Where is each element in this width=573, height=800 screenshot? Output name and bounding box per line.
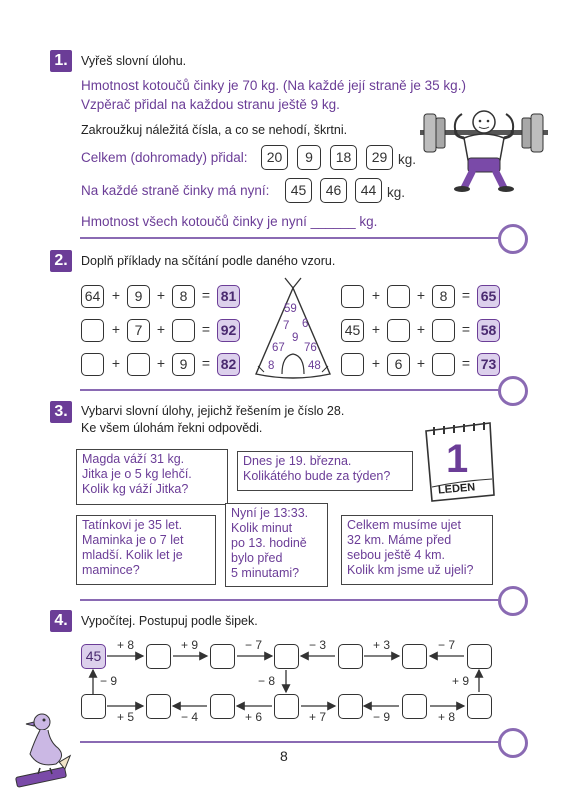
teepee-number: 76 bbox=[304, 342, 317, 354]
task-3-number: 3. bbox=[50, 401, 72, 423]
task-1-q1-option[interactable]: 20 bbox=[261, 145, 288, 170]
card-line: Dnes je 19. března. bbox=[243, 454, 352, 468]
task-1-q2-unit: kg. bbox=[387, 185, 406, 200]
chain-op-label: − 7 bbox=[245, 638, 263, 652]
sum-box: 58 bbox=[477, 319, 500, 342]
plus-sign: + bbox=[156, 287, 166, 303]
equals-sign: = bbox=[461, 321, 471, 337]
plus-sign: + bbox=[416, 321, 426, 337]
teepee-number: 59 bbox=[284, 303, 297, 315]
addend-box[interactable]: 7 bbox=[127, 319, 150, 342]
card-line: Tatínkovi je 35 let. bbox=[82, 518, 183, 532]
chain-op-label: + 7 bbox=[309, 710, 327, 724]
task-1-number: 1. bbox=[50, 50, 72, 72]
equals-sign: = bbox=[461, 355, 471, 371]
teepee-number: 9 bbox=[292, 332, 299, 344]
plus-sign: + bbox=[416, 287, 426, 303]
addend-box[interactable]: 45 bbox=[341, 319, 364, 342]
card-line: Celkem musíme ujet bbox=[347, 518, 461, 532]
task-3-instruction-line-1: Vybarvi slovní úlohy, jejichž řešením je číslo 28. bbox=[81, 404, 345, 418]
sum-box: 81 bbox=[217, 285, 240, 308]
task-1-instruction: Vyřeš slovní úlohu. bbox=[81, 54, 187, 68]
chain-op-label: + 9 bbox=[452, 674, 470, 688]
equals-sign: = bbox=[201, 355, 211, 371]
card-line: Magda váží 31 kg. bbox=[82, 452, 185, 466]
chain-box[interactable] bbox=[146, 694, 171, 719]
chain-op-label: + 6 bbox=[245, 710, 263, 724]
chain-op-label: + 8 bbox=[117, 638, 135, 652]
task-1-q1-option[interactable]: 18 bbox=[330, 145, 357, 170]
chain-start-box: 45 bbox=[81, 644, 106, 669]
plus-sign: + bbox=[371, 355, 381, 371]
task-4-instruction: Vypočítej. Postupuj podle šipek. bbox=[81, 614, 258, 628]
card-line: Kolik kg váží Jitka? bbox=[82, 482, 189, 496]
chain-op-label: − 8 bbox=[258, 674, 276, 688]
chain-op-label: + 9 bbox=[181, 638, 199, 652]
task-1-q1-option[interactable]: 9 bbox=[297, 145, 321, 170]
calendar-month: LEDEN bbox=[437, 481, 476, 497]
task-4-score-circle[interactable] bbox=[498, 728, 528, 758]
chain-op-label: − 4 bbox=[181, 710, 199, 724]
equals-sign: = bbox=[461, 287, 471, 303]
equals-sign: = bbox=[201, 287, 211, 303]
task-1-line-2: Vzpěrač přidal na každou stranu ještě 9 kg. bbox=[81, 97, 340, 112]
chain-box[interactable] bbox=[402, 694, 427, 719]
chain-box[interactable] bbox=[146, 644, 171, 669]
plus-sign: + bbox=[156, 355, 166, 371]
task-1-q1-unit: kg. bbox=[398, 152, 417, 167]
chain-op-label: − 3 bbox=[309, 638, 327, 652]
chain-op-label: + 5 bbox=[117, 710, 135, 724]
sum-box: 92 bbox=[217, 319, 240, 342]
card-line: Kolikátého bude za týden? bbox=[243, 469, 391, 483]
task-1-q2-option[interactable]: 45 bbox=[285, 178, 312, 203]
chain-box[interactable] bbox=[467, 694, 492, 719]
chain-box[interactable] bbox=[274, 694, 299, 719]
card-line: 5 minutami? bbox=[231, 566, 300, 580]
teepee-number: 6 bbox=[302, 318, 309, 330]
duck-on-pencil-illustration bbox=[12, 708, 76, 790]
card-line: 32 km. Máme před bbox=[347, 533, 452, 547]
task-4-number: 4. bbox=[50, 610, 72, 632]
chain-box[interactable] bbox=[402, 644, 427, 669]
plus-sign: + bbox=[371, 321, 381, 337]
task-3-instruction-line-2: Ke všem úlohám řekni odpovědi. bbox=[81, 421, 263, 435]
plus-sign: + bbox=[371, 287, 381, 303]
teepee-number: 7 bbox=[283, 320, 290, 332]
card-line: sebou ještě 4 km. bbox=[347, 548, 445, 562]
task-1-q2-option[interactable]: 44 bbox=[355, 178, 382, 203]
plus-sign: + bbox=[111, 355, 121, 371]
plus-sign: + bbox=[111, 321, 121, 337]
addend-box[interactable]: 64 bbox=[81, 285, 104, 308]
card-line: Maminka je o 7 let bbox=[82, 533, 184, 547]
sum-box: 65 bbox=[477, 285, 500, 308]
sum-box: 73 bbox=[477, 353, 500, 376]
addend-box[interactable]: 9 bbox=[127, 285, 150, 308]
teepee-number: 67 bbox=[272, 342, 285, 354]
card-line: mamince? bbox=[82, 563, 140, 577]
card-line: po 13. hodině bbox=[231, 536, 307, 550]
plus-sign: + bbox=[111, 287, 121, 303]
card-line: Kolik minut bbox=[231, 521, 293, 535]
plus-sign: + bbox=[416, 355, 426, 371]
chain-box[interactable] bbox=[81, 694, 106, 719]
task-4-divider bbox=[80, 741, 500, 743]
plus-sign: + bbox=[156, 321, 166, 337]
card-line: Nyní je 13:33. bbox=[231, 506, 309, 520]
page-number: 8 bbox=[280, 748, 288, 764]
chain-op-label: + 8 bbox=[438, 710, 456, 724]
card-line: Kolik km jsme už ujeli? bbox=[347, 563, 474, 577]
addend-box[interactable]: 8 bbox=[172, 285, 195, 308]
chain-box[interactable] bbox=[274, 644, 299, 669]
task-2-instruction: Doplň příklady na sčítání podle daného vzoru. bbox=[81, 254, 336, 268]
card-line: mladší. Kolik let je bbox=[82, 548, 183, 562]
chain-op-label: + 3 bbox=[373, 638, 391, 652]
task-1-question-3: Hmotnost všech kotoučů činky je nyní ______ kg. bbox=[81, 214, 378, 229]
task-1-line-1: Hmotnost kotoučů činky je 70 kg. (Na každé její straně je 35 kg.) bbox=[81, 78, 466, 93]
task-1-sub-instruction: Zakroužkuj náležitá čísla, a co se nehodí, škrtni. bbox=[81, 123, 348, 137]
addend-box[interactable]: 6 bbox=[387, 353, 410, 376]
addend-box[interactable]: 9 bbox=[172, 353, 195, 376]
sum-box: 82 bbox=[217, 353, 240, 376]
task-1-q1-option[interactable]: 29 bbox=[366, 145, 393, 170]
teepee-number: 48 bbox=[308, 360, 321, 372]
task-1-question-2-label: Na každé straně činky má nyní: bbox=[81, 183, 270, 198]
equals-sign: = bbox=[201, 321, 211, 337]
addend-box[interactable]: 8 bbox=[432, 285, 455, 308]
chain-op-label: − 9 bbox=[373, 710, 391, 724]
task-1-question-1-label: Celkem (dohromady) přidal: bbox=[81, 150, 248, 165]
card-line: bylo před bbox=[231, 551, 283, 565]
task-1-q2-option[interactable]: 46 bbox=[320, 178, 347, 203]
chain-op-label: − 7 bbox=[438, 638, 456, 652]
teepee-number: 8 bbox=[268, 360, 275, 372]
calendar-day: 1 bbox=[446, 437, 469, 481]
chain-box[interactable] bbox=[210, 644, 235, 669]
chain-box[interactable] bbox=[467, 644, 492, 669]
chain-op-label: − 9 bbox=[100, 674, 118, 688]
chain-box[interactable] bbox=[338, 694, 363, 719]
task-2-number: 2. bbox=[50, 250, 72, 272]
card-line: Jitka je o 5 kg lehčí. bbox=[82, 467, 192, 481]
chain-box[interactable] bbox=[210, 694, 235, 719]
chain-box[interactable] bbox=[338, 644, 363, 669]
